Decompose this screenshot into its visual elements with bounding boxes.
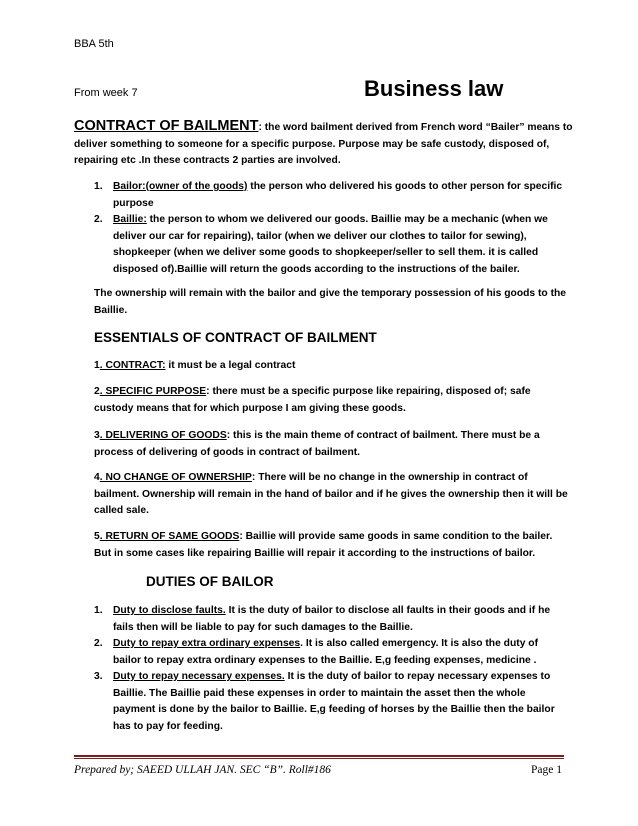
duty-term: Duty to disclose faults. (113, 605, 226, 616)
document-header-label: BBA 5th (74, 38, 114, 50)
party-term: Baillie: (113, 214, 147, 225)
party-term: Bailor:(owner of the goods) (113, 181, 248, 192)
parties-list (94, 179, 564, 278)
page-title: Business law (364, 76, 504, 101)
essentials-heading: ESSENTIALS OF CONTRACT OF BAILMENT (94, 330, 377, 345)
duty-term: Duty to repay extra ordinary expenses (113, 638, 301, 649)
bailment-intro (74, 118, 574, 170)
ownership-paragraph: The ownership will remain with the bailor and give the temporary possession of his goods to the Baillie. (94, 288, 567, 316)
essential-item: 4. NO CHANGE OF OWNERSHIP: There will be no change in the ownership in contract of bailment. Ownership will remain in the hand of bailor and if he gives the ownership then it will be called sale. (94, 472, 568, 516)
essential-item: 2. SPECIFIC PURPOSE: there must be a specific purpose like repairing, disposed of; safe custody means that for which purpose I am giving these goods. (94, 386, 531, 414)
bailment-definition: : the word bailment derived from French word “Bailer” means to deliver something to someone for a specific purpose. Purpose may be safe custody, disposed of, repairing etc .In these contracts 2 parties are involved. (74, 122, 573, 166)
list-item: 3. Duty to repay necessary expenses. It is the duty of bailor to repay necessary expenses to Baillie. The Baillie paid these expenses in order to maintain the asset then the whole payment is done by the bailor to Baillie. E,g feeding of horses by the Baillie then the bailor has to pay for feeding. (94, 671, 555, 732)
from-week-label: From week 7 (74, 87, 138, 99)
footer-rule (74, 755, 564, 757)
list-item: 2. Baillie: the person to whom we delivered our goods. Baillie may be a mechanic (when we deliver our car for repairing), tailor (when we deliver our clothes to tailor for sewing), shopkeeper (when we deliver some goods to shopkeeper/seller to sell them. it is called disposed of).Baillie will return the goods according to the instructions of the bailer. (94, 214, 548, 275)
duty-term: Duty to repay necessary expenses. (113, 671, 285, 682)
page-number: Page 1 (531, 764, 562, 776)
footer-prepared-by: Prepared by; SAEED ULLAH JAN. SEC “B”. Roll#186 (74, 764, 331, 776)
footer-rule-thin (74, 758, 564, 759)
list-item: 1. Duty to disclose faults. It is the duty of bailor to disclose all faults in their goods and if he fails then will be liable to pay for such damages to the Baillie. (94, 605, 551, 633)
bailment-heading: CONTRACT OF BAILMENT (74, 118, 259, 134)
list-item: 2. Duty to repay extra ordinary expenses. It is also called emergency. It is also the duty of bailor to repay extra ordinary expenses to the Baillie. E,g feeding expenses, medicine . (94, 638, 538, 666)
essential-item: 1. CONTRACT: it must be a legal contract (94, 360, 296, 371)
essential-item: 3. DELIVERING OF GOODS: this is the main theme of contract of bailment. There must be a process of delivering of goods in contract of bailment. (94, 430, 540, 458)
essential-item: 5. RETURN OF SAME GOODS: Baillie will provide same goods in same condition to the bailer. But in some cases like repairing Baillie will repair it according to the instructions of bailor. (94, 531, 553, 559)
duties-heading: DUTIES OF BAILOR (146, 574, 274, 589)
list-item: 1. Bailor:(owner of the goods) the person who delivered his goods to other person for specific purpose (94, 181, 563, 209)
duties-list (94, 603, 564, 735)
